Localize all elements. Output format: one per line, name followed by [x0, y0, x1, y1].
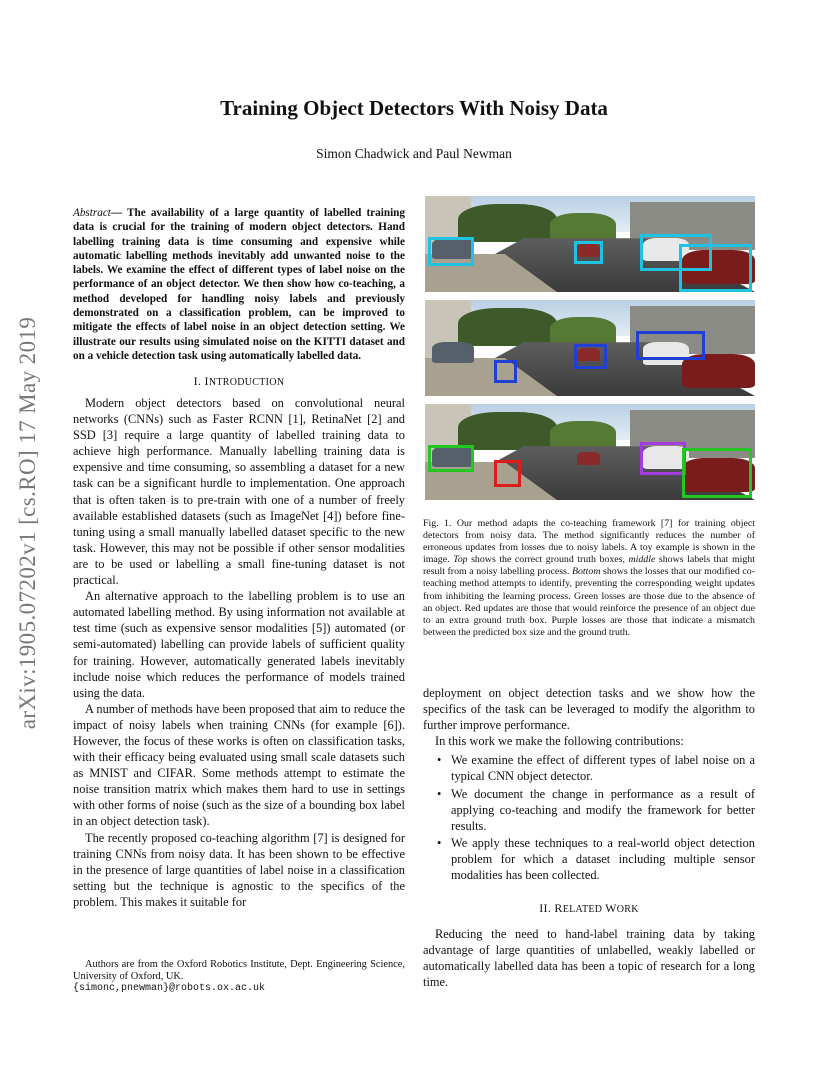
figure-panel-top: [425, 196, 755, 292]
list-item: • We examine the effect of different types of label noise on a typical CNN object detector.: [451, 752, 755, 784]
size-mismatch-loss-box: [640, 442, 686, 475]
paper-title: Training Object Detectors With Noisy Data: [220, 96, 608, 120]
author-footnote: [73, 959, 405, 996]
figure-caption: Fig. 1. Our method adapts the co-teaching framework [7] for training object detectors from noisy data. The method significantly reduces the number of erroneous updates from losses due to noisy labels. A toy example is shown in the image. Top shows the correct ground truth boxes, middle shows labels that might result from a noisy labelling process. Bottom shows the losses that our modified co-teaching method attempts to identify, preventing the corresponding weight updates from inhibiting the learning process. Green losses are those due to the absence of an object. Red updates are those that would reinforce the presence of an object due to an extra ground truth box. Purple losses are those that indicate a mismatch between the predicted box size and the ground truth.: [423, 518, 755, 638]
intro-paragraph: Modern object detectors based on convolutional neural networks (CNNs) such as Faster RCNN [1], RetinaNet [2] and SSD [3] require a large quantity of labelled training data to achieve high performance. Manually labelling training data is expensive and time consuming, so assembling a dataset for a new task can be a significant hurdle to implementation. One approach that is often taken is to pre-train with one of a number of freely available established datasets (such as ImageNet [4]) before fine-tuning using a small manually labelled dataset specific to the new task. However, this may not be possible if other sensor modalities are to be used or labelling a small fine-tuning dataset is not practical.: [73, 396, 405, 588]
related-work-paragraph: Reducing the need to hand-label training data by taking advantage of large quantities of unlabelled, weakly labelled or automatically labelled data has been a topic of research for a long time.: [423, 927, 755, 990]
missing-object-loss-box: [682, 448, 751, 498]
missing-object-loss-box: [428, 445, 474, 472]
contributions-lead: In this work we make the following contributions:: [435, 734, 684, 749]
right-body: [423, 685, 755, 991]
intro-paragraph-continued: deployment on object detection tasks and we show how the specifics of the task can be leveraged to modify the algorithm to further improve performance.: [423, 686, 755, 733]
figure-panel-bottom: [425, 404, 755, 500]
noisy-label-box: [494, 360, 517, 383]
figure-panel-middle: [425, 300, 755, 396]
noisy-label-box: [574, 344, 607, 369]
ground-truth-box: [574, 241, 604, 264]
contributions-list: [423, 752, 755, 883]
section-heading-related-work: II. RELATED WORK: [539, 901, 639, 916]
list-item: • We document the change in performance as a result of applying co-teaching and modify the framework for better results.: [451, 786, 755, 834]
section-heading-introduction: I. INTRODUCTION: [193, 374, 285, 388]
ground-truth-box: [428, 237, 474, 266]
left-body: [73, 374, 405, 910]
intro-paragraph: An alternative approach to the labelling problem is to use an automated labelling method. By using information not available at test time (such as expensive sensor modalities [5]) automated (or semi-automated) labelling can provide labels of sufficient quality for training. However, automatically generated labels inevitably include noise which reduces the performance of models trained using the data.: [73, 589, 405, 700]
noisy-label-box: [636, 331, 705, 360]
intro-paragraph: A number of methods have been proposed that aim to reduce the impact of noisy labels when training CNNs (for example [6]). However, the focus of these works is often on classification tasks, with their efficacy being evaluated using small scale datasets such as MNIST and CIFAR. Some methods attempt to estimate the noise transition matrix which makes them hard to use in settings with other forms of noise (such as the size of a bounding box label in an object detection task).: [73, 701, 405, 829]
footnote-email: {simonc,pnewman}@robots.ox.ac.uk: [73, 983, 266, 995]
list-item: • We apply these techniques to a real-world object detection problem for which a dataset including multiple sensor modalities has been collected.: [451, 835, 755, 883]
ground-truth-box: [679, 244, 752, 292]
abstract-label: Abstract: [73, 207, 111, 219]
abstract-text: — The availability of a large quantity of labelled training data is crucial for the training of modern object detectors. Hand labelling training data is time consuming and expensive while automatic labelling methods inevitably add unwanted noise to the labels. We examine the effect of different types of label noise on the performance of an object detector. We then show how co-teaching, a method developed for handling noisy labels and previously demonstrated on a classification problem, can be improved to mitigate the effects of label noise in an object detection setting. We illustrate our results using simulated noise on the KITTI dataset and on a vehicle detection task using automatically labelled data.: [73, 207, 405, 362]
extra-box-loss-box: [494, 460, 520, 487]
intro-paragraph: The recently proposed co-teaching algorithm [7] is designed for training CNNs from noisy data. It has been shown to be effective in the presence of large quantities of label noise in a classification setting but the technique is agnostic to the specifics of the problem. This makes it suitable for: [73, 830, 405, 909]
arxiv-stamp: arXiv:1905.07202v1 [cs.RO] 17 May 2019: [15, 316, 40, 730]
abstract: [73, 206, 405, 363]
paper-authors: Simon Chadwick and Paul Newman: [316, 146, 512, 161]
footnote-affiliation: Authors are from the Oxford Robotics Institute, Dept. Engineering Science, University of Oxford, UK.: [73, 959, 405, 983]
